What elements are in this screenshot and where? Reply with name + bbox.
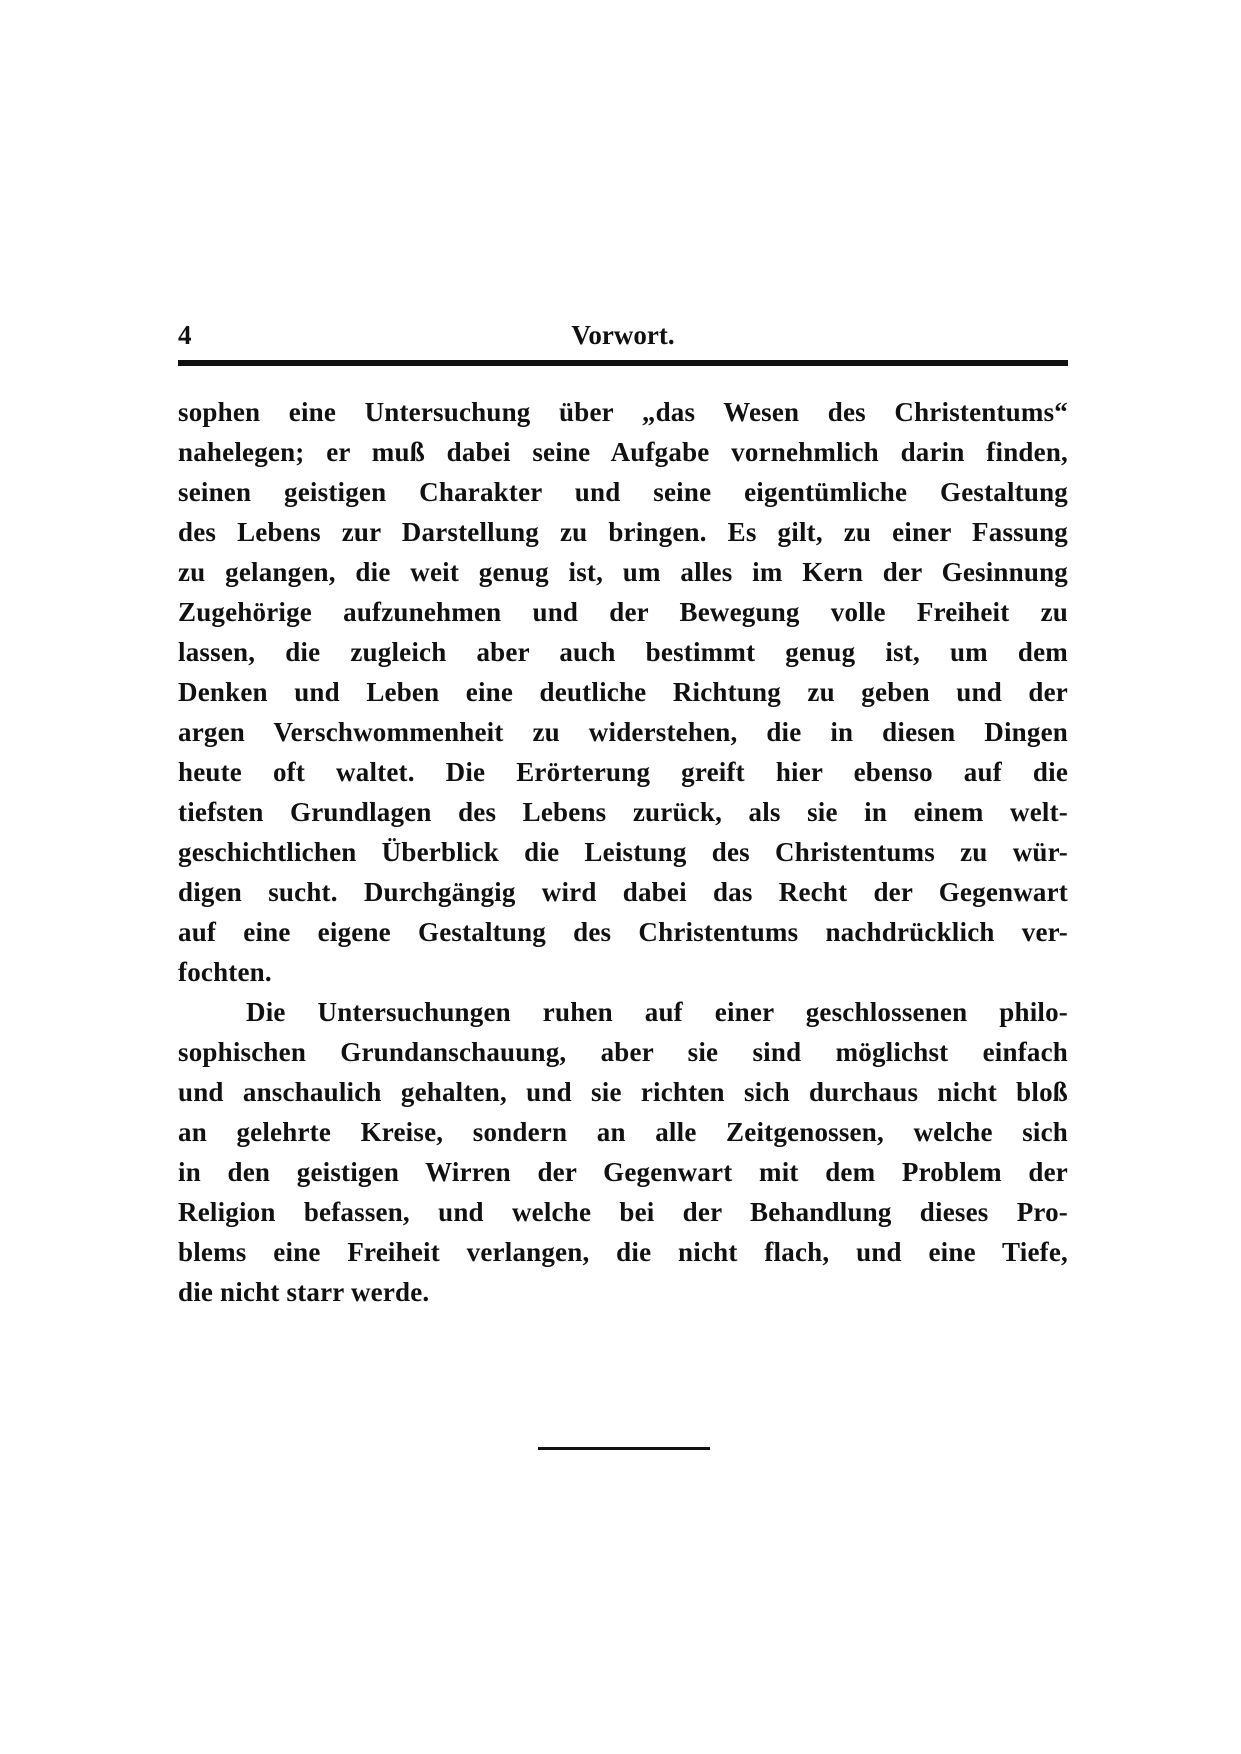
header-rule bbox=[178, 360, 1068, 366]
text-line: seinen geistigen Charakter und seine eigentümliche Gestaltung bbox=[178, 477, 1068, 507]
text-line: Zugehörige aufzunehmen und der Bewegung volle Freiheit zu bbox=[178, 597, 1068, 627]
text-line: Denken und Leben eine deutliche Richtung zu geben und der bbox=[178, 677, 1068, 707]
paragraph-1 bbox=[178, 392, 1068, 992]
section-end-rule bbox=[538, 1447, 710, 1450]
text-line: lassen, die zugleich aber auch bestimmt genug ist, um dem bbox=[178, 637, 1068, 667]
text-line: des Lebens zur Darstellung zu bringen. Es gilt, zu einer Fassung bbox=[178, 517, 1068, 547]
text-line: geschichtlichen Überblick die Leistung des Christentums zu wür- bbox=[178, 837, 1068, 867]
text-line: nahelegen; er muß dabei seine Aufgabe vornehmlich darin finden, bbox=[178, 437, 1068, 467]
text-line: sophen eine Untersuchung über „das Wesen des Christentums“ bbox=[178, 397, 1068, 427]
paragraph-2 bbox=[178, 992, 1068, 1312]
text-line: an gelehrte Kreise, sondern an alle Zeitgenossen, welche sich bbox=[178, 1117, 1068, 1147]
text-line: Religion befassen, und welche bei der Behandlung dieses Pro- bbox=[178, 1197, 1068, 1227]
text-line: digen sucht. Durchgängig wird dabei das Recht der Gegenwart bbox=[178, 877, 1068, 907]
body-text bbox=[178, 392, 1068, 1312]
text-line: zu gelangen, die weit genug ist, um alles im Kern der Gesinnung bbox=[178, 557, 1068, 587]
text-line: Die Untersuchungen ruhen auf einer geschlossenen philo- bbox=[246, 997, 1068, 1027]
text-line: sophischen Grundanschauung, aber sie sind möglichst einfach bbox=[178, 1037, 1068, 1067]
text-line: tiefsten Grundlagen des Lebens zurück, als sie in einem welt- bbox=[178, 797, 1068, 827]
text-line: argen Verschwommenheit zu widerstehen, die in diesen Dingen bbox=[178, 717, 1068, 747]
text-line: die nicht starr werde. bbox=[178, 1277, 430, 1307]
page-number: 4 bbox=[178, 320, 192, 350]
text-line: fochten. bbox=[178, 957, 272, 987]
running-head: Vorwort. bbox=[571, 320, 675, 350]
text-line: und anschaulich gehalten, und sie richten sich durchaus nicht bloß bbox=[178, 1077, 1068, 1107]
text-line: heute oft waltet. Die Erörterung greift hier ebenso auf die bbox=[178, 757, 1068, 787]
page-header bbox=[178, 318, 1068, 358]
text-line: in den geistigen Wirren der Gegenwart mit dem Problem der bbox=[178, 1157, 1068, 1187]
text-line: auf eine eigene Gestaltung des Christentums nachdrücklich ver- bbox=[178, 917, 1068, 947]
text-line: blems eine Freiheit verlangen, die nicht flach, und eine Tiefe, bbox=[178, 1237, 1068, 1267]
